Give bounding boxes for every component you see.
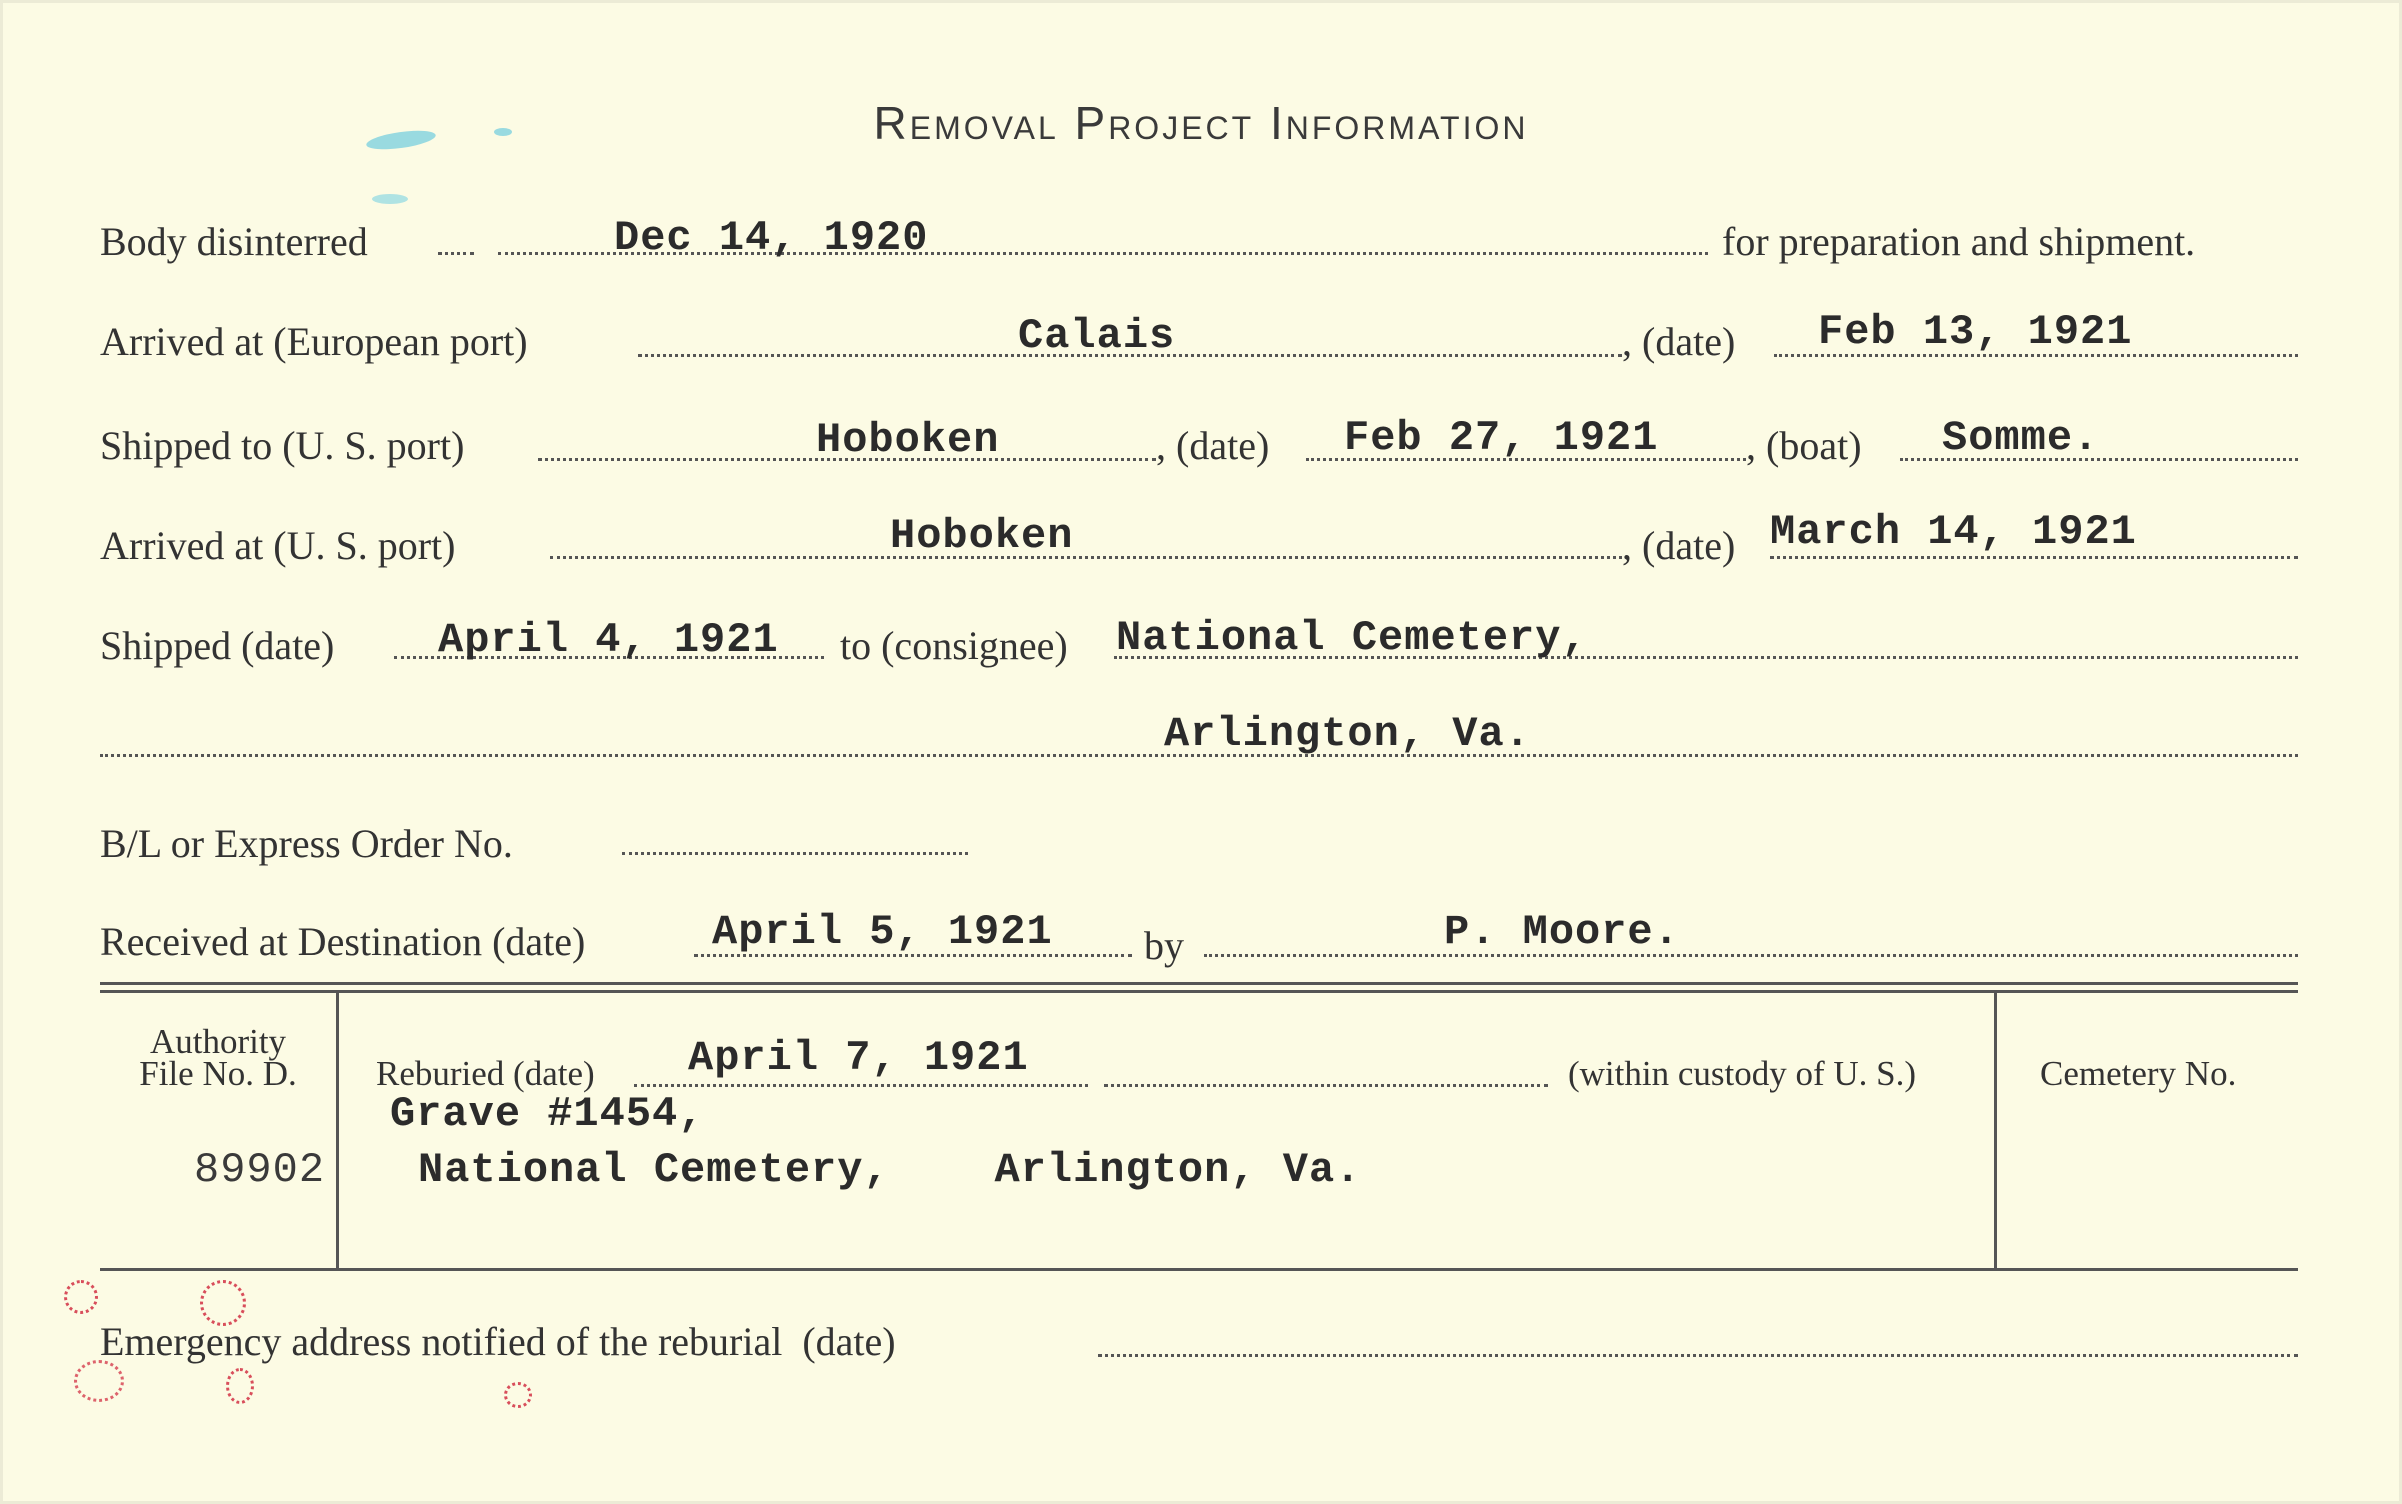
- dotted-line: [1104, 1084, 1548, 1087]
- custody-note: (within custody of U. S.): [1568, 1054, 1917, 1093]
- disinterred-label: Body disinterred: [100, 219, 368, 264]
- dotted-line: [1770, 556, 2298, 559]
- disinterred-date: Dec 14, 1920: [614, 214, 929, 262]
- emergency-date-field: [1098, 1354, 2298, 1357]
- dotted-line: [634, 1084, 1088, 1087]
- reburied-grave: Grave #1454,: [390, 1090, 705, 1138]
- arrived-us-date-label: , (date): [1622, 523, 1736, 568]
- ink-stain-cyan: [372, 194, 408, 204]
- emergency-label: Emergency address notified of the reburial (date): [100, 1319, 896, 1364]
- arrived-european-date: Feb 13, 1921: [1818, 308, 2133, 356]
- consignee-line2: Arlington, Va.: [1164, 710, 1531, 758]
- authority-label-line1: Authority: [149, 1022, 287, 1061]
- shipped-us-boat: Somme.: [1942, 414, 2100, 462]
- received-label: Received at Destination (date): [100, 919, 586, 964]
- vertical-divider-left: [336, 993, 339, 1269]
- dotted-line: [1204, 954, 2298, 957]
- ink-stain-red: [64, 1280, 98, 1314]
- section-bottom-rule: [100, 1268, 2298, 1271]
- double-rule-bottom: [100, 990, 2298, 993]
- reburied-date: April 7, 1921: [688, 1034, 1029, 1082]
- arrived-us-port: Hoboken: [890, 512, 1074, 560]
- dotted-line: [438, 252, 474, 255]
- received-date: April 5, 1921: [712, 908, 1053, 956]
- shipped-date: April 4, 1921: [438, 616, 779, 664]
- cemetery-no-label: Cemetery No.: [2040, 1054, 2237, 1093]
- double-rule-top: [100, 982, 2298, 985]
- received-by-label: by: [1144, 923, 1184, 968]
- ink-stain-red: [74, 1360, 124, 1402]
- card-title: Removal Project Information: [873, 97, 1529, 149]
- consignee-label: to (consignee): [840, 623, 1068, 668]
- dotted-line: [550, 556, 1622, 559]
- shipped-date-label: Shipped (date): [100, 623, 335, 668]
- reburied-location: National Cemetery, Arlington, Va.: [418, 1146, 1362, 1194]
- shipped-us-label: Shipped to (U. S. port): [100, 423, 465, 468]
- ink-stain-red: [504, 1382, 532, 1408]
- shipped-us-date: Feb 27, 1921: [1344, 414, 1659, 462]
- shipped-us-boat-label: , (boat): [1746, 423, 1862, 468]
- arrived-us-label: Arrived at (U. S. port): [100, 523, 456, 568]
- reburied-label: Reburied (date): [376, 1054, 595, 1093]
- arrived-european-date-label: , (date): [1622, 319, 1736, 364]
- shipped-us-date-label: , (date): [1156, 423, 1270, 468]
- shipped-us-port: Hoboken: [816, 416, 1000, 464]
- consignee-line1: National Cemetery,: [1116, 614, 1588, 662]
- bl-order-field: [622, 852, 968, 855]
- arrived-european-label: Arrived at (European port): [100, 319, 528, 364]
- bl-order-label: B/L or Express Order No.: [100, 821, 513, 866]
- ink-stain-red: [226, 1368, 254, 1404]
- received-by: P. Moore.: [1444, 908, 1680, 956]
- authority-file-no: 89902: [194, 1146, 326, 1194]
- arrived-european-port: Calais: [1018, 312, 1176, 360]
- vertical-divider-right: [1994, 993, 1997, 1269]
- authority-label-line2: File No. D.: [139, 1054, 297, 1093]
- disinterred-suffix: for preparation and shipment.: [1722, 219, 2196, 264]
- arrived-us-date: March 14, 1921: [1770, 508, 2137, 556]
